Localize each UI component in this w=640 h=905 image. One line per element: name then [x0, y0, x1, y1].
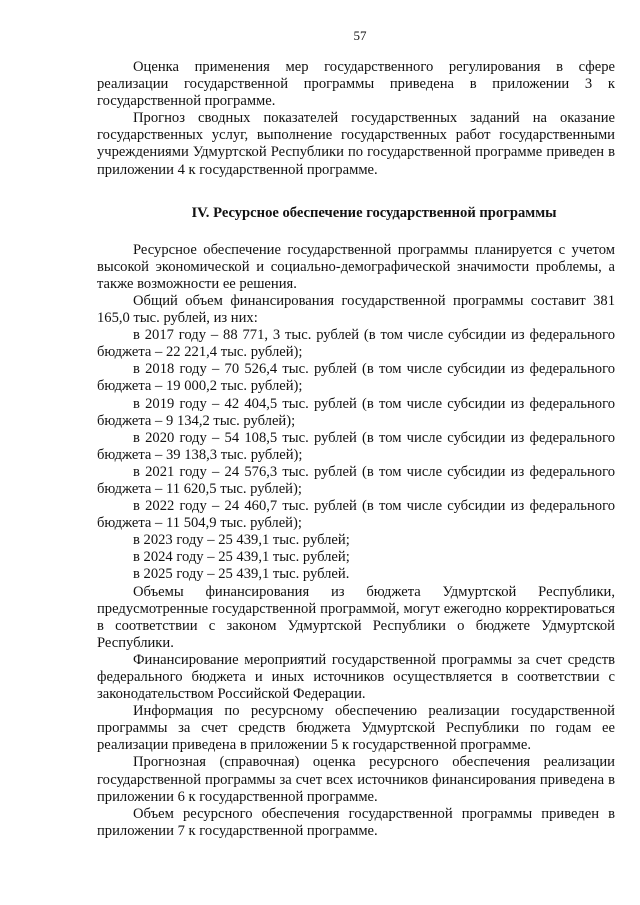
- paragraph-appendix-5: Информация по ресурсному обеспечению реализации государственной программы за счет средств бюджета Удмуртской Республики по годам ее реализации приведена в приложении 5 к государственной программе.: [97, 703, 615, 754]
- paragraph-republic-budget: Объемы финансирования из бюджета Удмуртской Республики, предусмотренные государственной программой, могут ежегодно корректироваться в соответствии с законом Удмуртской Республики о бюджете Удмуртской Республики.: [97, 583, 615, 651]
- paragraph-federal-funding: Финансирование мероприятий государственной программы за счет средств федерального бюджета и иных источников осуществляется в соответствии с законодательством Российской Федерации.: [97, 651, 615, 703]
- funding-year-item: в 2024 году – 25 439,1 тыс. рублей;: [133, 549, 350, 566]
- funding-year-item: в 2025 году – 25 439,1 тыс. рублей.: [133, 566, 350, 583]
- funding-year-item: в 2022 году – 24 460,7 тыс. рублей (в том числе субсидии из федерального бюджета – 11 504,9 тыс. рублей);: [97, 498, 615, 532]
- paragraph-state-tasks-forecast: Прогноз сводных показателей государственных заданий на оказание государственных услуг, выполнение государственных работ государственными учреждениями Удмуртской Республики по государственной программе приведен в приложении 4 к государственной программе.: [97, 110, 615, 178]
- funding-year-item: в 2023 году – 25 439,1 тыс. рублей;: [133, 532, 350, 549]
- paragraph-appendix-7: Объем ресурсного обеспечения государственной программы приведен в приложении 7 к государственной программе.: [97, 805, 615, 839]
- paragraph-appendix-6: Прогнозная (справочная) оценка ресурсного обеспечения реализации государственной программы за счет всех источников финансирования приведена в приложении 6 к государственной программе.: [97, 754, 615, 805]
- paragraph-regulation-assessment: Оценка применения мер государственного регулирования в сфере реализации государственной программы приведена в приложении 3 к государственной программе.: [97, 59, 615, 110]
- funding-by-year-list: [97, 327, 615, 583]
- page-number: 57: [353, 28, 367, 43]
- document-page: [97, 28, 615, 840]
- funding-year-item: в 2019 году – 42 404,5 тыс. рублей (в том числе субсидии из федерального бюджета – 9 134,2 тыс. рублей);: [97, 395, 615, 429]
- funding-year-item: в 2017 году – 88 771, 3 тыс. рублей (в том числе субсидии из федерального бюджета – 22 221,4 тыс. рублей);: [97, 327, 615, 361]
- funding-year-item: в 2018 году – 70 526,4 тыс. рублей (в том числе субсидии из федерального бюджета – 19 000,2 тыс. рублей);: [97, 361, 615, 395]
- funding-year-item: в 2020 году – 54 108,5 тыс. рублей (в том числе субсидии из федерального бюджета – 39 138,3 тыс. рублей);: [97, 429, 615, 463]
- section-heading: IV. Ресурсное обеспечение государственной программы: [191, 204, 557, 221]
- funding-year-item: в 2021 году – 24 576,3 тыс. рублей (в том числе субсидии из федерального бюджета – 11 620,5 тыс. рублей);: [97, 463, 615, 497]
- paragraph-total-funding: Общий объем финансирования государственной программы составит 381 165,0 тыс. рублей, из них:: [97, 292, 615, 327]
- paragraph-resource-intro: Ресурсное обеспечение государственной программы планируется с учетом высокой экономической и социально-демографической значимости проблемы, а также возможности ее решения.: [97, 241, 615, 292]
